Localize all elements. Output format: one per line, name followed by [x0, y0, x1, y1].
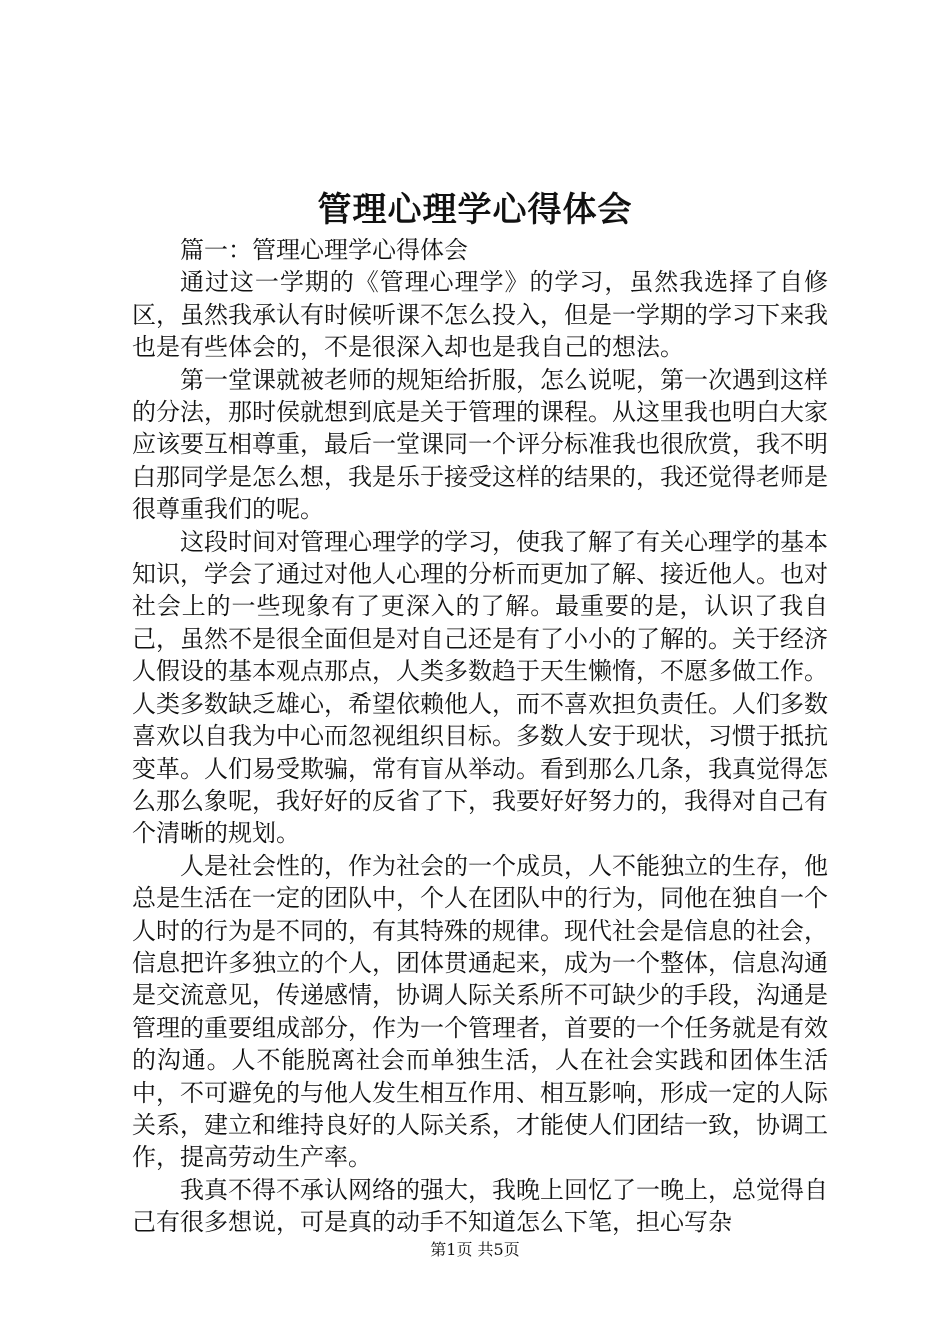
paragraph-3: 这段时间对管理心理学的学习，使我了解了有关心理学的基本知识，学会了通过对他人心理的分析而更加了解、接近他人。也对社会上的一些现象有了更深入的了解。最重要的是，认识了我自己，虽然不是很全面但是对自己还是有了小小的了解的。关于经济人假设的基本观点那点，人类多数趋于天生懒惰，不愿多做工作。人类多数缺乏雄心，希望依赖他人，而不喜欢担负责任。人们多数喜欢以自我为中心而忽视组织目标。多数人安于现状，习惯于抵抗变革。人们易受欺骗，常有盲从举动。看到那么几条，我真觉得怎么那么象呢，我好好的反省了下，我要好好努力的，我得对自己有个清晰的规划。 — [132, 527, 828, 848]
document-body — [132, 234, 828, 1239]
paragraph-4: 人是社会性的，作为社会的一个成员，人不能独立的生存，他总是生活在一定的团队中，个人在团队中的行为，同他在独自一个人时的行为是不同的，有其特殊的规律。现代社会是信息的社会，信息把许多独立的个人，团体贯通起来，成为一个整体，信息沟通是交流意见，传递感情，协调人际关系所不可缺少的手段，沟通是管理的重要组成部分，作为一个管理者，首要的一个任务就是有效的沟通。人不能脱离社会而单独生活，人在社会实践和团体生活中，不可避免的与他人发生相互作用、相互影响，形成一定的人际关系，建立和维持良好的人际关系，才能使人们团结一致，协调工作，提高劳动生产率。 — [132, 851, 828, 1172]
paragraph-5: 我真不得不承认网络的强大，我晚上回忆了一晚上，总觉得自己有很多想说，可是真的动手不知道怎么下笔，担心写杂 — [132, 1175, 828, 1237]
page-title: 管理心理学心得体会 — [317, 190, 633, 230]
paragraph-1: 通过这一学期的《管理心理学》的学习，虽然我选择了自修区，虽然我承认有时候听课不怎么投入，但是一学期的学习下来我也是有些体会的，不是很深入却也是我自己的想法。 — [132, 268, 828, 362]
page-footer: 第1页 共5页 — [430, 1240, 520, 1259]
paragraph-2: 第一堂课就被老师的规矩给折服，怎么说呢，第一次遇到这样的分法，那时侯就想到底是关于管理的课程。从这里我也明白大家应该要互相尊重，最后一堂课同一个评分标准我也很欣赏，我不明白那同学是怎么想，我是乐于接受这样的结果的，我还觉得老师是很尊重我们的呢。 — [132, 365, 828, 524]
paragraph-section-heading: 篇一：管理心理学心得体会 — [180, 236, 468, 264]
